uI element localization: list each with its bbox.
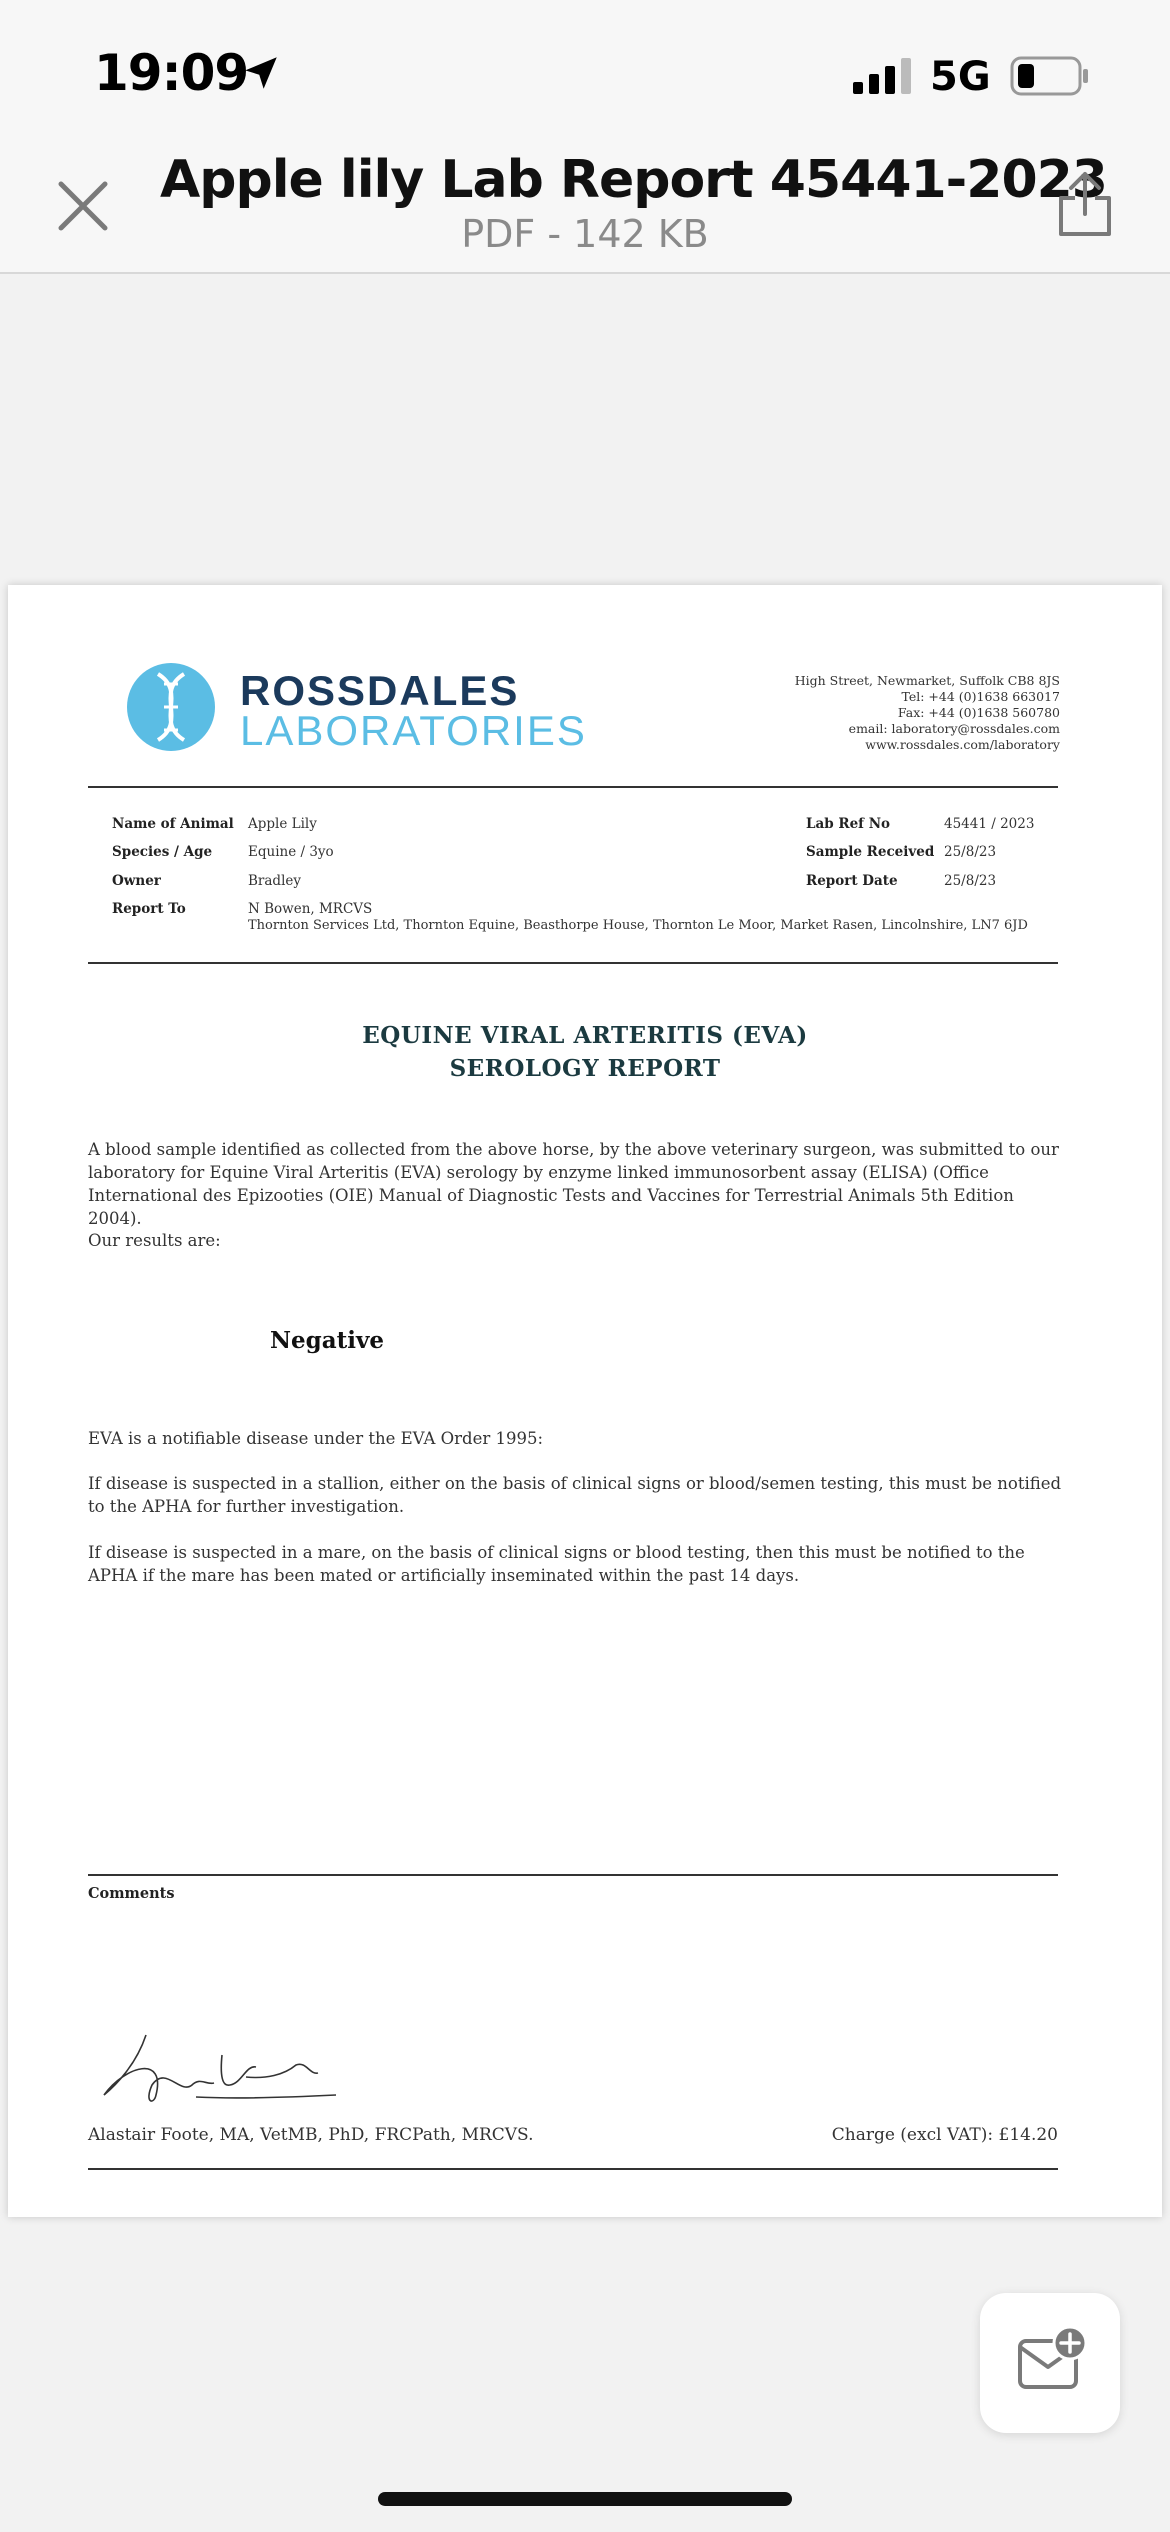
comments-label: Comments xyxy=(88,1885,175,1902)
stallion-paragraph: If disease is suspected in a stallion, either on the basis of clinical signs or blood/semen testing, this must be notified to the APHA for further investigation. xyxy=(88,1474,1062,1516)
notifiable-paragraph: EVA is a notifiable disease under the EVA Order 1995: xyxy=(88,1429,544,1448)
address-line: High Street, Newmarket, Suffolk CB8 8JS xyxy=(794,673,1060,688)
document-subtitle: PDF - 142 KB xyxy=(461,212,709,256)
status-bar xyxy=(0,0,1170,140)
close-icon[interactable] xyxy=(55,178,111,234)
address-tel: Tel: +44 (0)1638 663017 xyxy=(901,689,1060,704)
value-report-date: 25/8/23 xyxy=(944,873,997,889)
cellular-signal-icon xyxy=(853,58,915,94)
address-email: email: laboratory@rossdales.com xyxy=(848,721,1060,736)
intro-paragraph: A blood sample identified as collected from the above horse, by the above veterinary surgeon, was submitted to our laboratory for Equine Viral Arteritis (EVA) serology by enzyme linked immunosorbent assay (ELISA) (Office International des Epizooties (OIE) Manual of Diagnostic Tests and Vaccines for Terrestrial Animals 5th Edition 2004). xyxy=(88,1140,1059,1228)
label-report-date: Report Date xyxy=(806,873,898,889)
pdf-page xyxy=(8,585,1162,2217)
envelope-plus-icon xyxy=(980,2293,1120,2433)
brand-name-line1: ROSSDALES xyxy=(240,667,520,714)
label-name-of-animal: Name of Animal xyxy=(112,816,234,832)
battery-icon xyxy=(1010,56,1090,96)
value-owner: Bradley xyxy=(248,873,301,889)
divider xyxy=(88,786,1058,788)
signature xyxy=(96,2025,356,2115)
label-report-to: Report To xyxy=(112,901,186,917)
report-heading: EQUINE VIRAL ARTERITIS (EVA) xyxy=(362,1022,808,1049)
value-report-to-address: Thornton Services Ltd, Thornton Equine, Beasthorpe House, Thornton Le Moor, Market Rasen, Lincolnshire, LN7 6JD xyxy=(248,918,1028,933)
address-fax: Fax: +44 (0)1638 560780 xyxy=(897,705,1060,720)
divider xyxy=(88,962,1058,964)
value-report-to-vet: N Bowen, MRCVS xyxy=(248,901,373,917)
add-to-mail-button[interactable] xyxy=(980,2293,1120,2433)
value-lab-ref: 45441 / 2023 xyxy=(944,816,1035,832)
label-sample-received: Sample Received xyxy=(806,844,935,860)
value-name-of-animal: Apple Lily xyxy=(248,816,317,832)
document-title: Apple lily Lab Report 45441-2023 xyxy=(160,150,1107,210)
test-result: Negative xyxy=(270,1327,385,1354)
status-time: 19:09 xyxy=(94,44,249,102)
mare-paragraph: If disease is suspected in a mare, on the basis of clinical signs or blood testing, then this must be notified to the APHA if the mare has been mated or artificially inseminated within the past 14 days. xyxy=(88,1543,1025,1585)
divider xyxy=(88,2168,1058,2170)
results-intro: Our results are: xyxy=(88,1231,221,1250)
address-web: www.rossdales.com/laboratory xyxy=(865,737,1060,752)
report-subheading: SEROLOGY REPORT xyxy=(449,1055,721,1082)
divider xyxy=(88,1874,1058,1876)
label-lab-ref: Lab Ref No xyxy=(806,816,891,832)
signatory: Alastair Foote, MA, VetMB, PhD, FRCPath, MRCVS. xyxy=(88,2125,534,2145)
label-owner: Owner xyxy=(112,873,161,889)
charge: Charge (excl VAT): £14.20 xyxy=(831,2125,1058,2145)
share-icon[interactable] xyxy=(1055,170,1115,238)
brand-name-line2: LABORATORIES xyxy=(240,707,587,754)
network-type: 5G xyxy=(930,54,991,100)
lab-address xyxy=(795,673,1060,753)
value-sample-received: 25/8/23 xyxy=(944,844,997,860)
dna-logo-icon xyxy=(126,662,216,752)
label-species-age: Species / Age xyxy=(112,844,213,860)
home-indicator[interactable] xyxy=(378,2492,792,2506)
location-arrow-icon xyxy=(240,52,282,94)
value-species-age: Equine / 3yo xyxy=(248,844,334,860)
